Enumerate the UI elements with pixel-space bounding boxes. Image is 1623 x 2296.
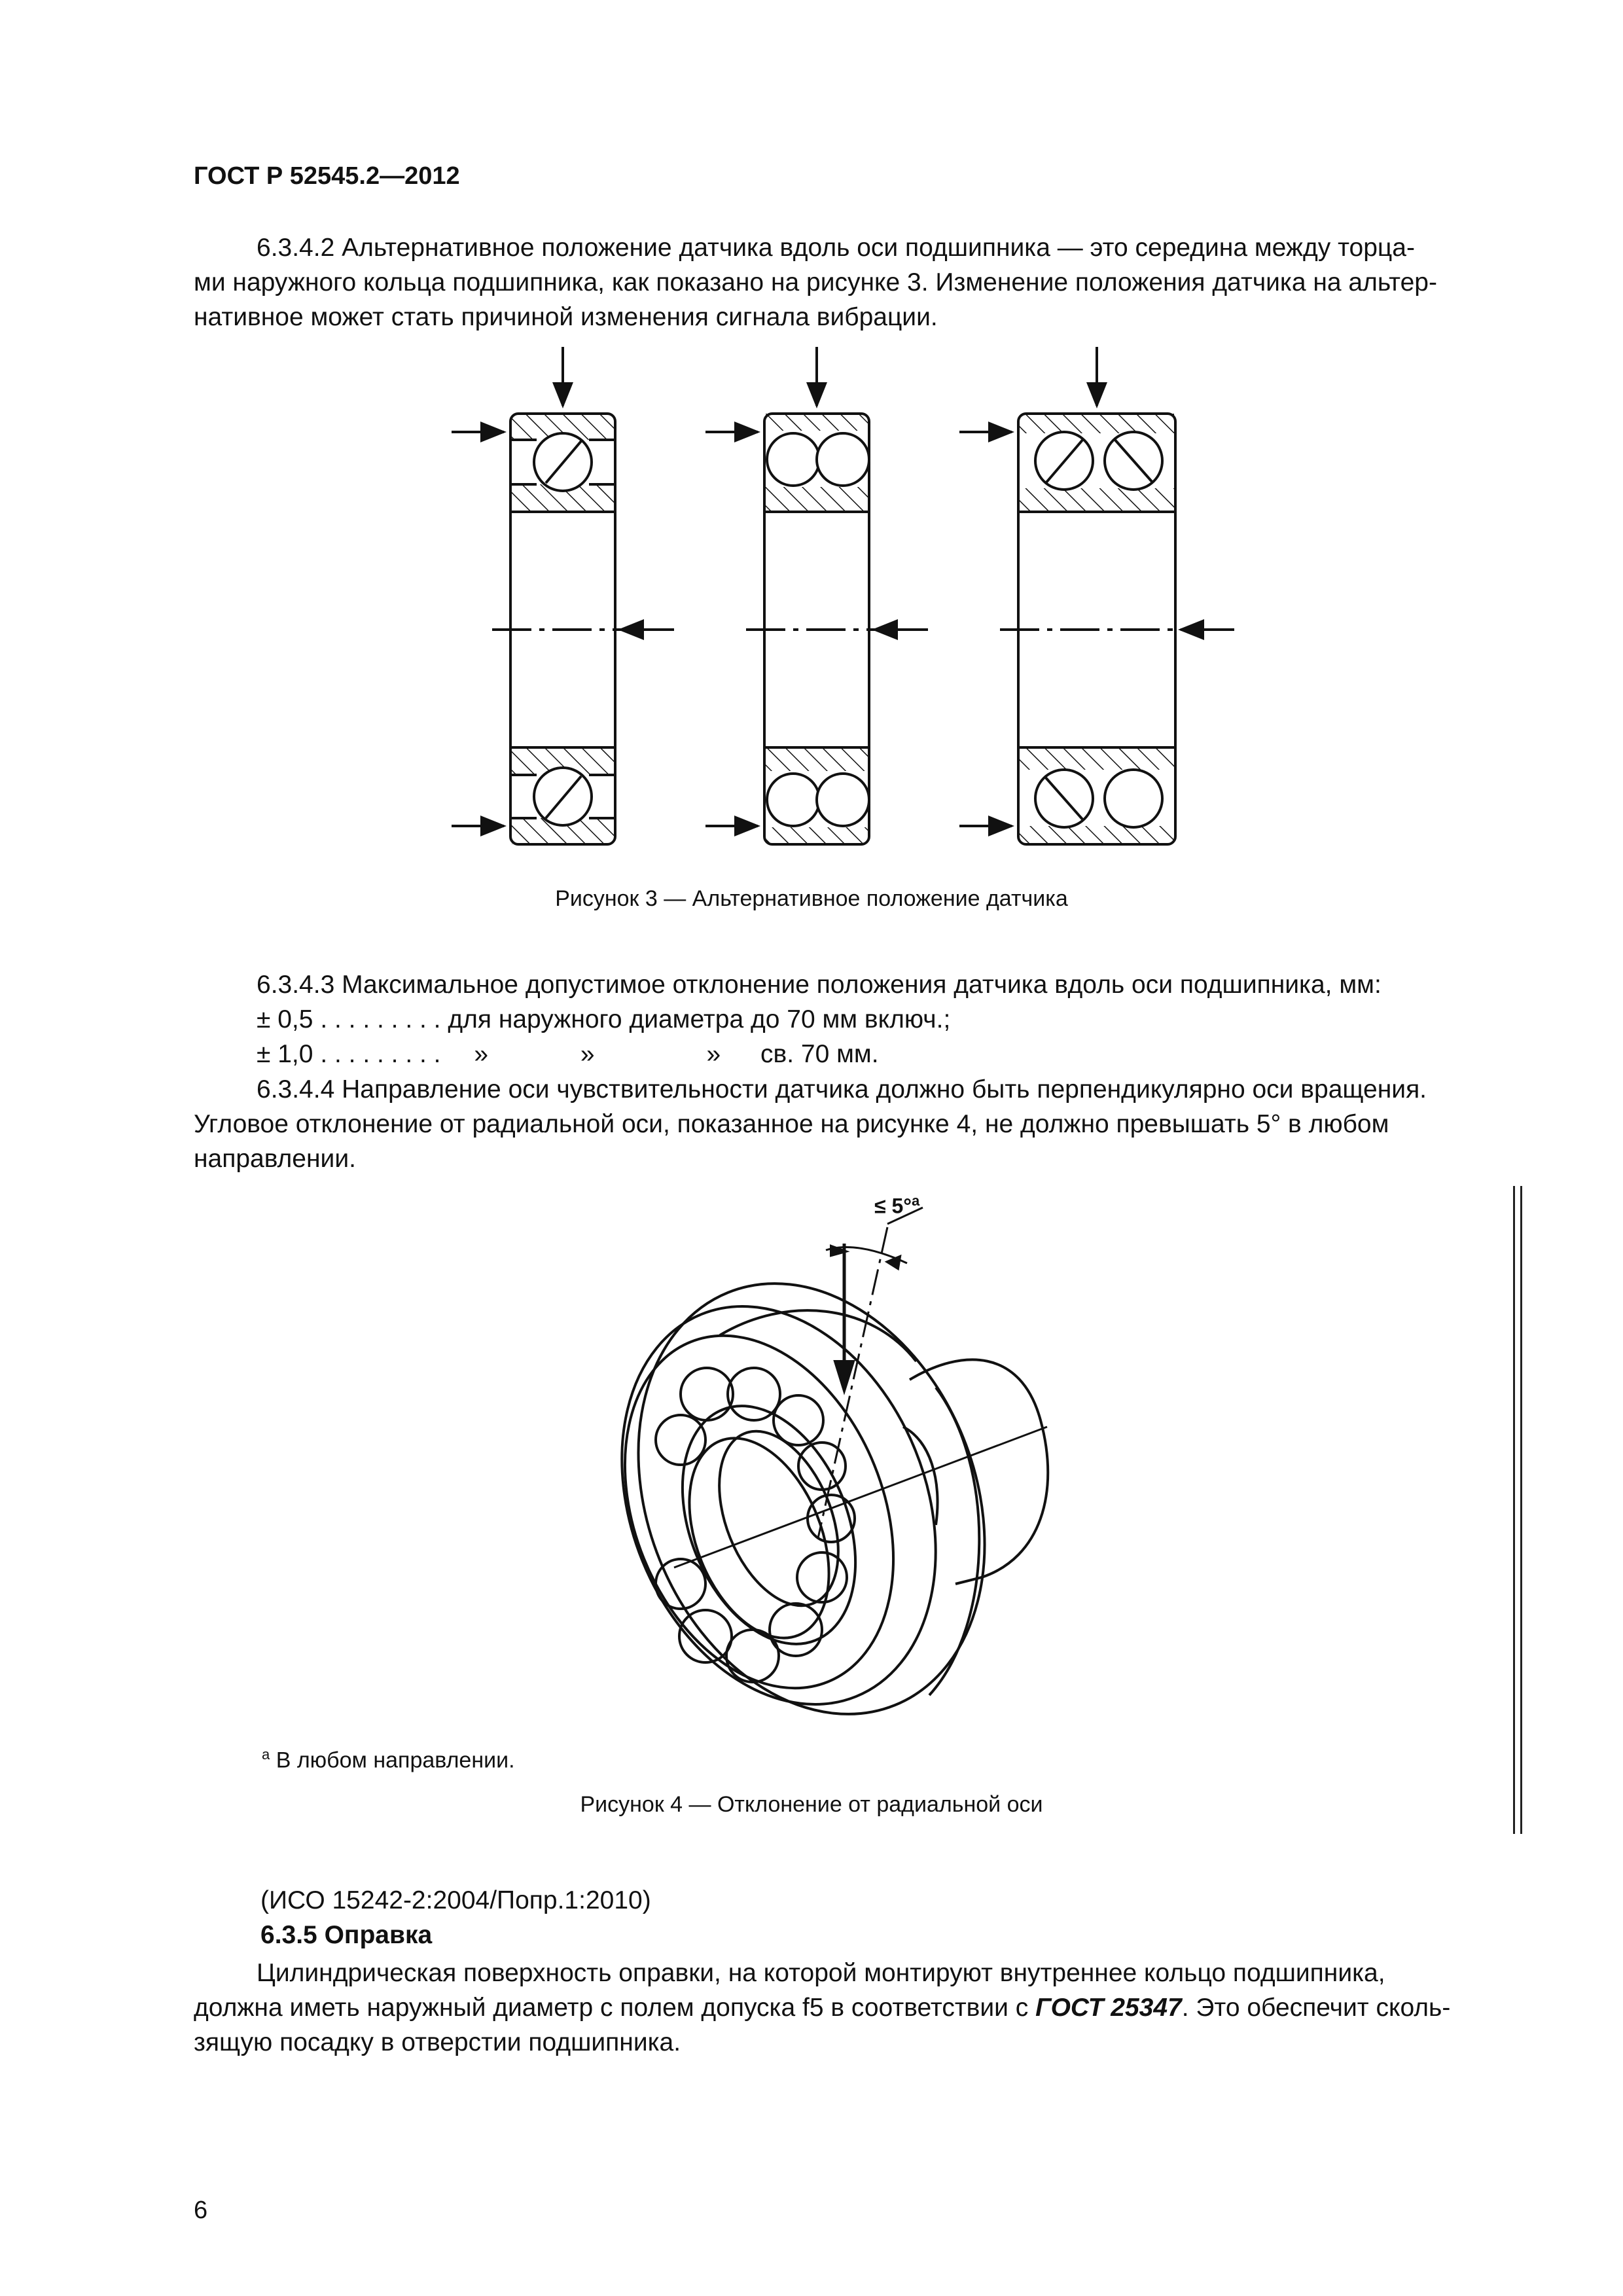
paragraph-line: нативное может стать причиной изменения сигнала вибрации. bbox=[194, 303, 938, 331]
figure-4-footnote bbox=[262, 1746, 515, 1773]
footnote-text: В любом направлении. bbox=[276, 1748, 515, 1773]
paragraph-line: 6.3.4.3 Максимальное допустимое отклонение положения датчика вдоль оси подшипника, мм: bbox=[257, 971, 1382, 999]
paragraph-line: 6.3.4.2 Альтернативное положение датчика вдоль оси подшипника — это середина между торца- bbox=[257, 234, 1415, 262]
figure-4-caption: Рисунок 4 — Отклонение от радиальной оси bbox=[580, 1792, 1043, 1817]
paragraph-line: направлении. bbox=[194, 1145, 356, 1173]
ditto-mark: » bbox=[580, 1040, 595, 1068]
tolerance-value: ± 1,0 bbox=[257, 1040, 313, 1068]
ditto-mark: » bbox=[474, 1040, 489, 1068]
change-bar bbox=[1513, 1186, 1522, 1834]
paragraph-line: Угловое отклонение от радиальной оси, показанное на рисунке 4, не должно превышать 5° в любом bbox=[194, 1110, 1389, 1138]
angle-label bbox=[874, 1193, 919, 1219]
angle-footnote-marker: a bbox=[912, 1193, 920, 1209]
page-number: 6 bbox=[194, 2197, 208, 2224]
paragraph-line bbox=[194, 1990, 1495, 2025]
figure-3-caption: Рисунок 3 — Альтернативное положение датчика bbox=[555, 886, 1068, 911]
paragraph-line: зящую посадку в отверстии подшипника. bbox=[194, 2028, 681, 2056]
tolerance-value: ± 0,5 bbox=[257, 1005, 313, 1033]
section-6-3-5-title: 6.3.5 Оправка bbox=[260, 1921, 433, 1949]
standard-reference: ГОСТ 25347 bbox=[1035, 1994, 1182, 2022]
document-header: ГОСТ Р 52545.2—2012 bbox=[194, 162, 460, 190]
ditto-mark: » bbox=[706, 1040, 721, 1068]
tolerance-condition: для наружного диаметра до 70 мм включ.; bbox=[448, 1005, 951, 1033]
iso-reference: (ИСО 15242-2:2004/Попр.1:2010) bbox=[260, 1886, 651, 1914]
paragraph-6-3-5 bbox=[194, 1956, 1495, 2060]
text-run: . Это обеспечит сколь- bbox=[1181, 1994, 1451, 2022]
paragraph-line: 6.3.4.4 Направление оси чувствительности датчика должно быть перпендикулярно оси вращения. bbox=[257, 1075, 1427, 1103]
paragraph-line: Цилиндрическая поверхность оправки, на которой монтируют внутреннее кольцо подшипника, bbox=[257, 1959, 1385, 1987]
text-run: должна иметь наружный диаметр с полем допуска f5 в соответствии с bbox=[194, 1994, 1036, 2022]
leader-dots: . . . . . . . . . bbox=[320, 1040, 441, 1068]
footnote-marker: a bbox=[262, 1746, 270, 1763]
paragraph-line: ми наружного кольца подшипника, как показано на рисунке 3. Изменение положения датчика на альтер- bbox=[194, 268, 1437, 296]
leader-dots: . . . . . . . . . bbox=[320, 1005, 441, 1033]
tolerance-condition: св. 70 мм. bbox=[760, 1040, 879, 1068]
angle-value: ≤ 5° bbox=[874, 1194, 912, 1218]
